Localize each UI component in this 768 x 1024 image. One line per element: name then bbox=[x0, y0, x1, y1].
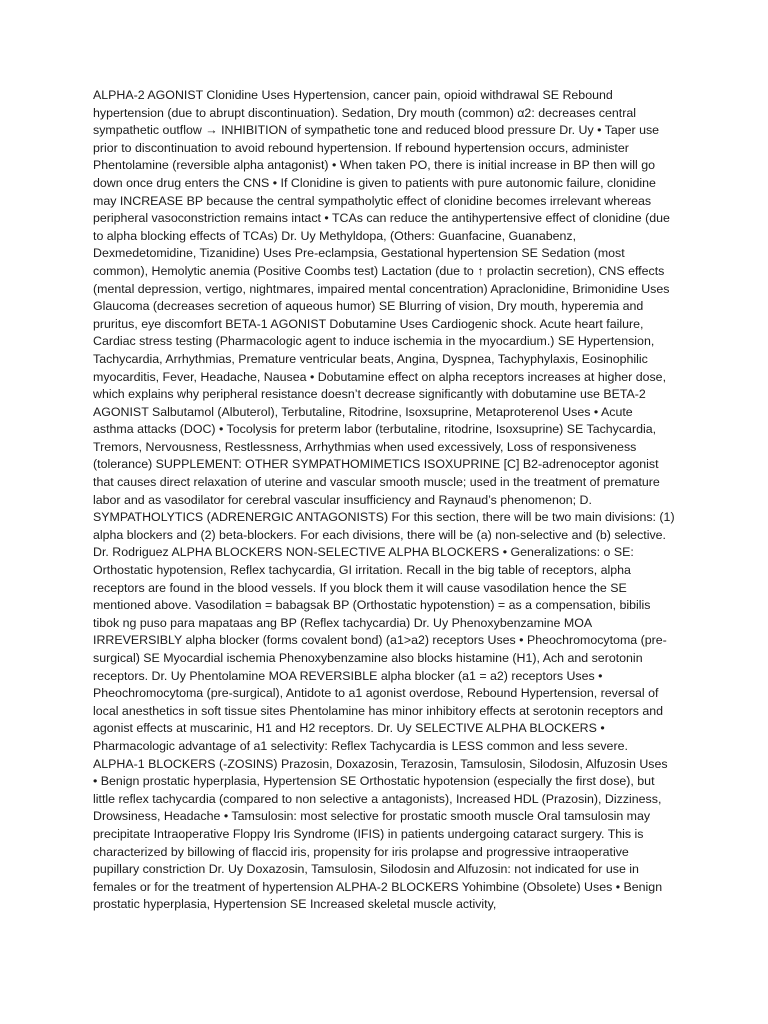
document-body-text: ALPHA-2 AGONIST Clonidine Uses Hypertension, cancer pain, opioid withdrawal SE Rebound hypertension (due to abrupt discontinuation). Sedation, Dry mouth (common) α2: decreases central sympathetic outflow → INHIBITION of sympathetic tone and reduced blood pressure Dr. Uy • Taper use prior to discontinuation to avoid rebound hypertension. If rebound hypertension occurs, administer Phentolamine (reversible alpha antagonist) • When taken PO, there is initial increase in BP then will go down once drug enters the CNS • If Clonidine is given to patients with pure autonomic failure, clonidine may INCREASE BP because the central sympatholytic effect of clonidine becomes irrelevant whereas peripheral vasoconstriction remains intact • TCAs can reduce the antihypertensive effect of clonidine (due to alpha blocking effects of TCAs) Dr. Uy Methyldopa, (Others: Guanfacine, Guanabenz, Dexmedetomidine, Tizanidine) Uses Pre-eclampsia, Gestational hypertension SE Sedation (most common), Hemolytic anemia (Positive Coombs test) Lactation (due to ↑ prolactin secretion), CNS effects (mental depression, vertigo, nightmares, impaired mental concentration) Apraclonidine, Brimonidine Uses Glaucoma (decreases secretion of aqueous humor) SE Blurring of vision, Dry mouth, hyperemia and pruritus, eye discomfort BETA-1 AGONIST Dobutamine Uses Cardiogenic shock. Acute heart failure, Cardiac stress testing (Pharmacologic agent to induce ischemia in the myocardium.) SE Hypertension, Tachycardia, Arrhythmias, Premature ventricular beats, Angina, Dyspnea, Tachyphylaxis, Eosinophilic myocarditis, Fever, Headache, Nausea • Dobutamine effect on alpha receptors increases at higher dose, which explains why peripheral resistance doesn’t decrease significantly with dobutamine use BETA-2 AGONIST Salbutamol (Albuterol), Terbutaline, Ritodrine, Isoxsuprine, Metaproterenol Uses • Acute asthma attacks (DOC) • Tocolysis for preterm labor (terbutaline, ritodrine, Isoxsuprine) SE Tachycardia, Tremors, Nervousness, Restlessness, Arrhythmias when used excessively, Loss of responsiveness (tolerance) SUPPLEMENT: OTHER SYMPATHOMIMETICS ISOXUPRINE [C] B2-adrenoceptor agonist that causes direct relaxation of uterine and vascular smooth muscle; used in the treatment of premature labor and as vasodilator for cerebral vascular insufficiency and Raynaud’s phenomenon; D. SYMPATHOLYTICS (ADRENERGIC ANTAGONISTS) For this section, there will be two main divisions: (1) alpha blockers and (2) beta-blockers. For each divisions, there will be (a) non-selective and (b) selective. Dr. Rodriguez ALPHA BLOCKERS NON-SELECTIVE ALPHA BLOCKERS • Generalizations: o SE: Orthostatic hypotension, Reflex tachycardia, GI irritation. Recall in the big table of receptors, alpha receptors are found in the blood vessels. If you block them it will cause vasodilation hence the SE mentioned above. Vasodilation = babagsak BP (Orthostatic hypotenstion) = as a compensation, bibilis tibok ng puso para mapataas ang BP (Reflex tachycardia) Dr. Uy Phenoxybenzamine MOA IRREVERSIBLY alpha blocker (forms covalent bond) (a1>a2) receptors Uses • Pheochromocytoma (pre-surgical) SE Myocardial ischemia Phenoxybenzamine also blocks histamine (H1), Ach and serotonin receptors. Dr. Uy Phentolamine MOA REVERSIBLE alpha blocker (a1 = a2) receptors Uses • Pheochromocytoma (pre-surgical), Antidote to a1 agonist overdose, Rebound Hypertension, reversal of local anesthetics in soft tissue sites Phentolamine has minor inhibitory effects at serotonin receptors and agonist effects at muscarinic, H1 and H2 receptors. Dr. Uy SELECTIVE ALPHA BLOCKERS • Pharmacologic advantage of a1 selectivity: Reflex Tachycardia is LESS common and less severe. ALPHA-1 BLOCKERS (-ZOSINS) Prazosin, Doxazosin, Terazosin, Tamsulosin, Silodosin, Alfuzosin Uses • Benign prostatic hyperplasia, Hypertension SE Orthostatic hypotension (especially the first dose), but little reflex tachycardia (compared to non selective a antagonists), Increased HDL (Prazosin), Dizziness, Drowsiness, Headache • Tamsulosin: most selective for prostatic smooth muscle Oral tamsulosin may precipitate Intraoperative Floppy Iris Syndrome (IFIS) in patients undergoing cataract surgery. This is characterized by billowing of flaccid iris, propensity for iris prolapse and progressive intraoperative pupillary constriction Dr. Uy Doxazosin, Tamsulosin, Silodosin and Alfuzosin: not indicated for use in females or for the treatment of hypertension ALPHA-2 BLOCKERS Yohimbine (Obsolete) Uses • Benign prostatic hyperplasia, Hypertension SE Increased skeletal muscle activity, bbox=[93, 88, 675, 912]
